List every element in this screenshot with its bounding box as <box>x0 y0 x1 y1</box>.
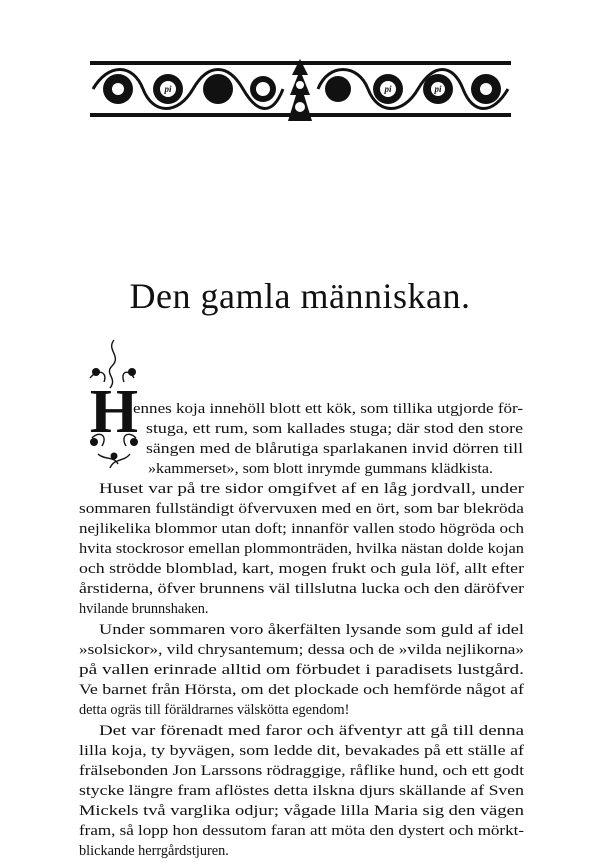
body-line-4: »kammerset», som blott inrymde gummans klädkista. <box>148 461 493 477</box>
body-line-13: »solsickor», vild chrysantemum; dessa och de »vilda nejlikorna» <box>79 642 524 658</box>
body-line-12: Under sommaren voro åkerfälten lysande som guld af idel <box>99 622 524 638</box>
body-line-2: stuga, ett rum, som kallades stuga; där stod den store <box>146 421 523 437</box>
body-line-3: sängen med de blårutiga sparlakanen invid dörren till <box>146 441 523 457</box>
body-line-16: detta ogräs till föräldrarnes välskötta egendom! <box>79 702 350 718</box>
ornament-label-2: pi <box>384 84 392 94</box>
decorative-header-ornament <box>88 55 513 125</box>
body-line-21: Mickels två varglika odjur; vågade lilla Maria sig den vägen <box>79 803 524 819</box>
initial-letter-h: H <box>89 378 139 446</box>
body-line-8: hvita stockrosor emellan plommonträden, hvilka nästan dolde kojan <box>79 541 524 557</box>
body-line-17: Det var förenadt med faror och äfventyr att gå till denna <box>99 723 524 739</box>
ornament-label-1: pi <box>164 84 172 94</box>
chapter-title: Den gamla människan. <box>129 276 471 316</box>
body-line-6: sommaren fullständigt öfvervuxen med en ört, som bar blekröda <box>79 501 524 517</box>
body-line-23: blickande herrgårdstjuren. <box>79 843 229 859</box>
body-line-22: fram, så lopp hon dessutom faran att möta den dystert och mörkt- <box>79 823 524 839</box>
body-line-14: på vallen erinrade alltid om förbudet i paradisets lustgård. <box>79 662 524 678</box>
body-line-19: frälsebonden Jon Larssons rödraggige, råflike hund, och ett godt <box>79 763 524 779</box>
body-line-1: ennes koja innehöll blott ett kök, som tillika utgjorde för- <box>133 401 523 417</box>
body-line-11: hvilande brunnshaken. <box>79 601 209 617</box>
body-line-18: lilla koja, ty byvägen, som ledde dit, bevakades på ett ställe af <box>79 743 524 759</box>
body-line-9: och strödde blomblad, kart, mogen frukt och gula löf, allt efter <box>79 561 524 577</box>
body-line-15: Ve barnet från Hörsta, om det plockade och hemförde något af <box>79 682 524 698</box>
body-line-7: nejlikelika blommor utan doft; innanför vallen stodo högröda och <box>79 521 524 537</box>
body-line-5: Huset var på tre sidor omgifvet af en låg jordvall, under <box>99 481 524 497</box>
ornament-label-3: pi <box>434 84 442 94</box>
body-line-10: årstiderna, öfver brunnens väl tillslutna lucka och den däröfver <box>79 581 524 597</box>
body-line-20: stycke längre fram aflöstes detta ilskna djurs skällande af Sven <box>79 783 524 799</box>
